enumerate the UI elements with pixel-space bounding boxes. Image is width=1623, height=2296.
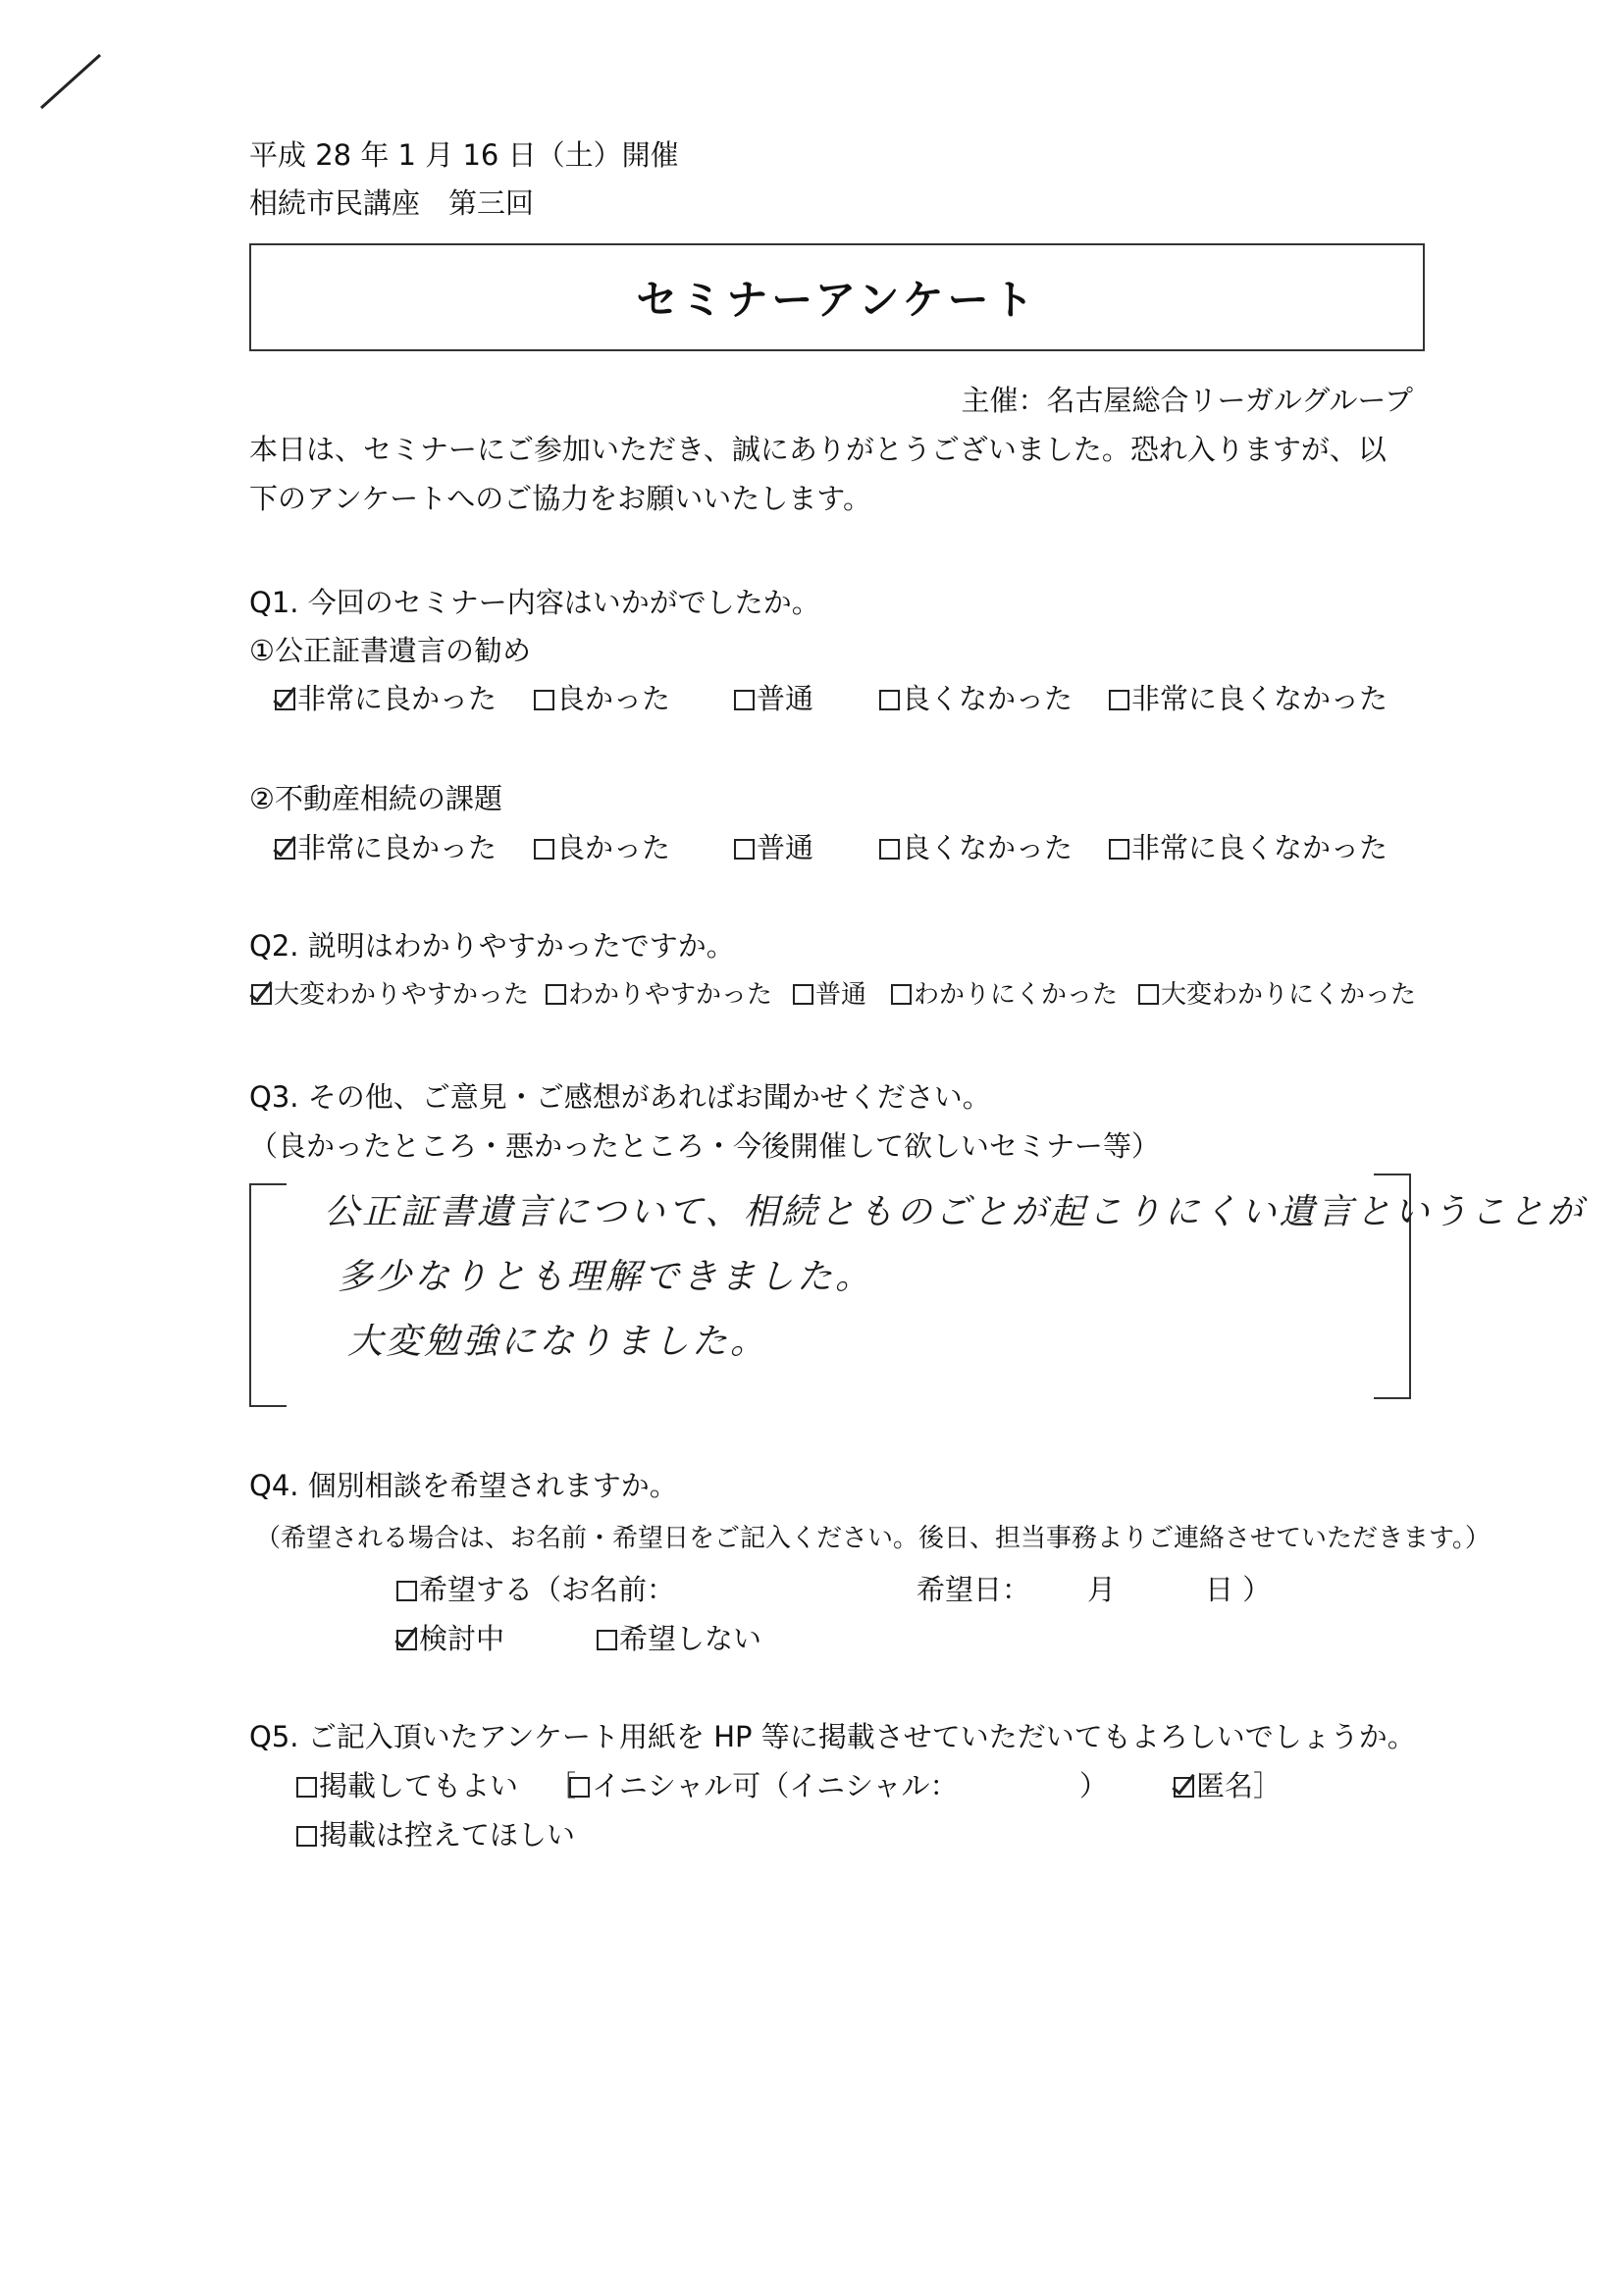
q5-option-anonymous[interactable]: 匿名］: [1174, 1768, 1282, 1803]
q5-option-refuse[interactable]: 掲載は控えてほしい: [296, 1817, 575, 1852]
q1-question: Q1. 今回のセミナー内容はいかがでしたか。: [249, 586, 820, 619]
q3-hint: （良かったところ・悪かったところ・今後開催して欲しいセミナー等）: [249, 1129, 1161, 1163]
q1-t1-option-1[interactable]: 非常に良かった: [275, 681, 497, 716]
q5-option-initial[interactable]: イニシャル可（イニシャル：: [569, 1768, 959, 1803]
checkbox-icon[interactable]: [879, 839, 900, 860]
checkbox-icon[interactable]: [569, 1777, 590, 1798]
q3-answer-bracket-left: [249, 1183, 287, 1407]
checkbox-checked-icon[interactable]: [1174, 1777, 1194, 1798]
q1-t1-option-2[interactable]: 良かった: [534, 681, 670, 716]
title-box: [249, 243, 1425, 351]
checkbox-icon[interactable]: [534, 690, 554, 710]
q1-t1-option-3[interactable]: 普通: [734, 681, 813, 716]
checkbox-icon[interactable]: [1109, 690, 1129, 710]
q3-answer-line-3: 大変勉強になりました。: [347, 1322, 769, 1362]
checkbox-checked-icon[interactable]: [251, 984, 272, 1005]
checkbox-icon[interactable]: [879, 690, 900, 710]
checkbox-icon[interactable]: [1109, 839, 1129, 860]
lecture-name: 相続市民講座 第三回: [249, 186, 535, 220]
q1-t2-option-4[interactable]: 良くなかった: [879, 830, 1073, 865]
q4-day-label: 日 ）: [1205, 1573, 1272, 1606]
q1-t1-option-4[interactable]: 良くなかった: [879, 681, 1073, 716]
checkbox-icon[interactable]: [534, 839, 554, 860]
q3-question: Q3. その他、ご意見・ご感想があればお聞かせください。: [249, 1080, 991, 1114]
q4-question: Q4. 個別相談を希望されますか。: [249, 1469, 678, 1502]
organizer: 主催：名古屋総合リーガルグループ: [961, 384, 1413, 417]
checkbox-icon[interactable]: [296, 1826, 317, 1847]
q1-t2-option-3[interactable]: 普通: [734, 830, 813, 865]
event-date: 平成 28 年 1 月 16 日（土）開催: [249, 138, 679, 172]
q5-paren-close: ）: [1079, 1769, 1109, 1802]
q4-hint: （希望される場合は、お名前・希望日をご記入ください。後日、担当事務よりご連絡させていただきます。）: [255, 1524, 1491, 1553]
checkbox-icon[interactable]: [296, 1777, 317, 1798]
checkbox-checked-icon[interactable]: [275, 839, 295, 860]
q1-t2-option-1[interactable]: 非常に良かった: [275, 830, 497, 865]
q2-option-4[interactable]: わかりにくかった: [891, 979, 1118, 1011]
intro-line-1: 本日は、セミナーにご参加いただき、誠にありがとうございました。恐れ入りますが、以: [249, 433, 1387, 466]
q3-answer-line-1: 公正証書遺言について、相続とものごとが起こりにくい遺言ということが: [324, 1192, 1586, 1232]
q2-option-2[interactable]: わかりやすかった: [546, 979, 772, 1011]
checkbox-checked-icon[interactable]: [396, 1630, 417, 1650]
q5-option-ok[interactable]: 掲載してもよい: [296, 1768, 518, 1803]
q4-option-consider[interactable]: 検討中: [396, 1621, 504, 1656]
q5-bracket-open: ［: [548, 1769, 577, 1802]
q2-option-1[interactable]: 大変わかりやすかった: [251, 979, 529, 1011]
checkbox-checked-icon[interactable]: [275, 690, 295, 710]
checkbox-icon[interactable]: [891, 984, 912, 1005]
q2-option-3[interactable]: 普通: [793, 979, 866, 1011]
checkbox-icon[interactable]: [597, 1630, 617, 1650]
q2-option-5[interactable]: 大変わかりにくかった: [1138, 979, 1416, 1011]
page-title: セミナーアンケート: [636, 276, 1038, 324]
checkbox-icon[interactable]: [734, 839, 755, 860]
q1-t1-option-5[interactable]: 非常に良くなかった: [1109, 681, 1387, 716]
checkbox-icon[interactable]: [396, 1581, 417, 1601]
q4-option-wish[interactable]: 希望する（お名前：: [396, 1572, 675, 1607]
q1-topic-1: ①公正証書遺言の勧め: [249, 634, 531, 667]
intro-line-2: 下のアンケートへのご協力をお願いいたします。: [249, 482, 871, 515]
checkbox-icon[interactable]: [734, 690, 755, 710]
q5-question: Q5. ご記入頂いたアンケート用紙を HP 等に掲載させていただいてもよろしいでしょうか。: [249, 1720, 1416, 1753]
checkbox-icon[interactable]: [793, 984, 813, 1005]
checkbox-icon[interactable]: [546, 984, 566, 1005]
q1-topic-2: ②不動産相続の課題: [249, 782, 502, 815]
q3-answer-line-2: 多少なりとも理解できました。: [338, 1257, 874, 1297]
q1-t2-option-2[interactable]: 良かった: [534, 830, 670, 865]
q4-option-no[interactable]: 希望しない: [597, 1621, 761, 1656]
q4-date-label: 希望日：: [916, 1573, 1031, 1606]
scan-slash-mark: [37, 51, 106, 112]
q4-month-label: 月: [1087, 1573, 1117, 1606]
q1-t2-option-5[interactable]: 非常に良くなかった: [1109, 830, 1387, 865]
q2-question: Q2. 説明はわかりやすかったですか。: [249, 929, 735, 963]
checkbox-icon[interactable]: [1138, 984, 1159, 1005]
